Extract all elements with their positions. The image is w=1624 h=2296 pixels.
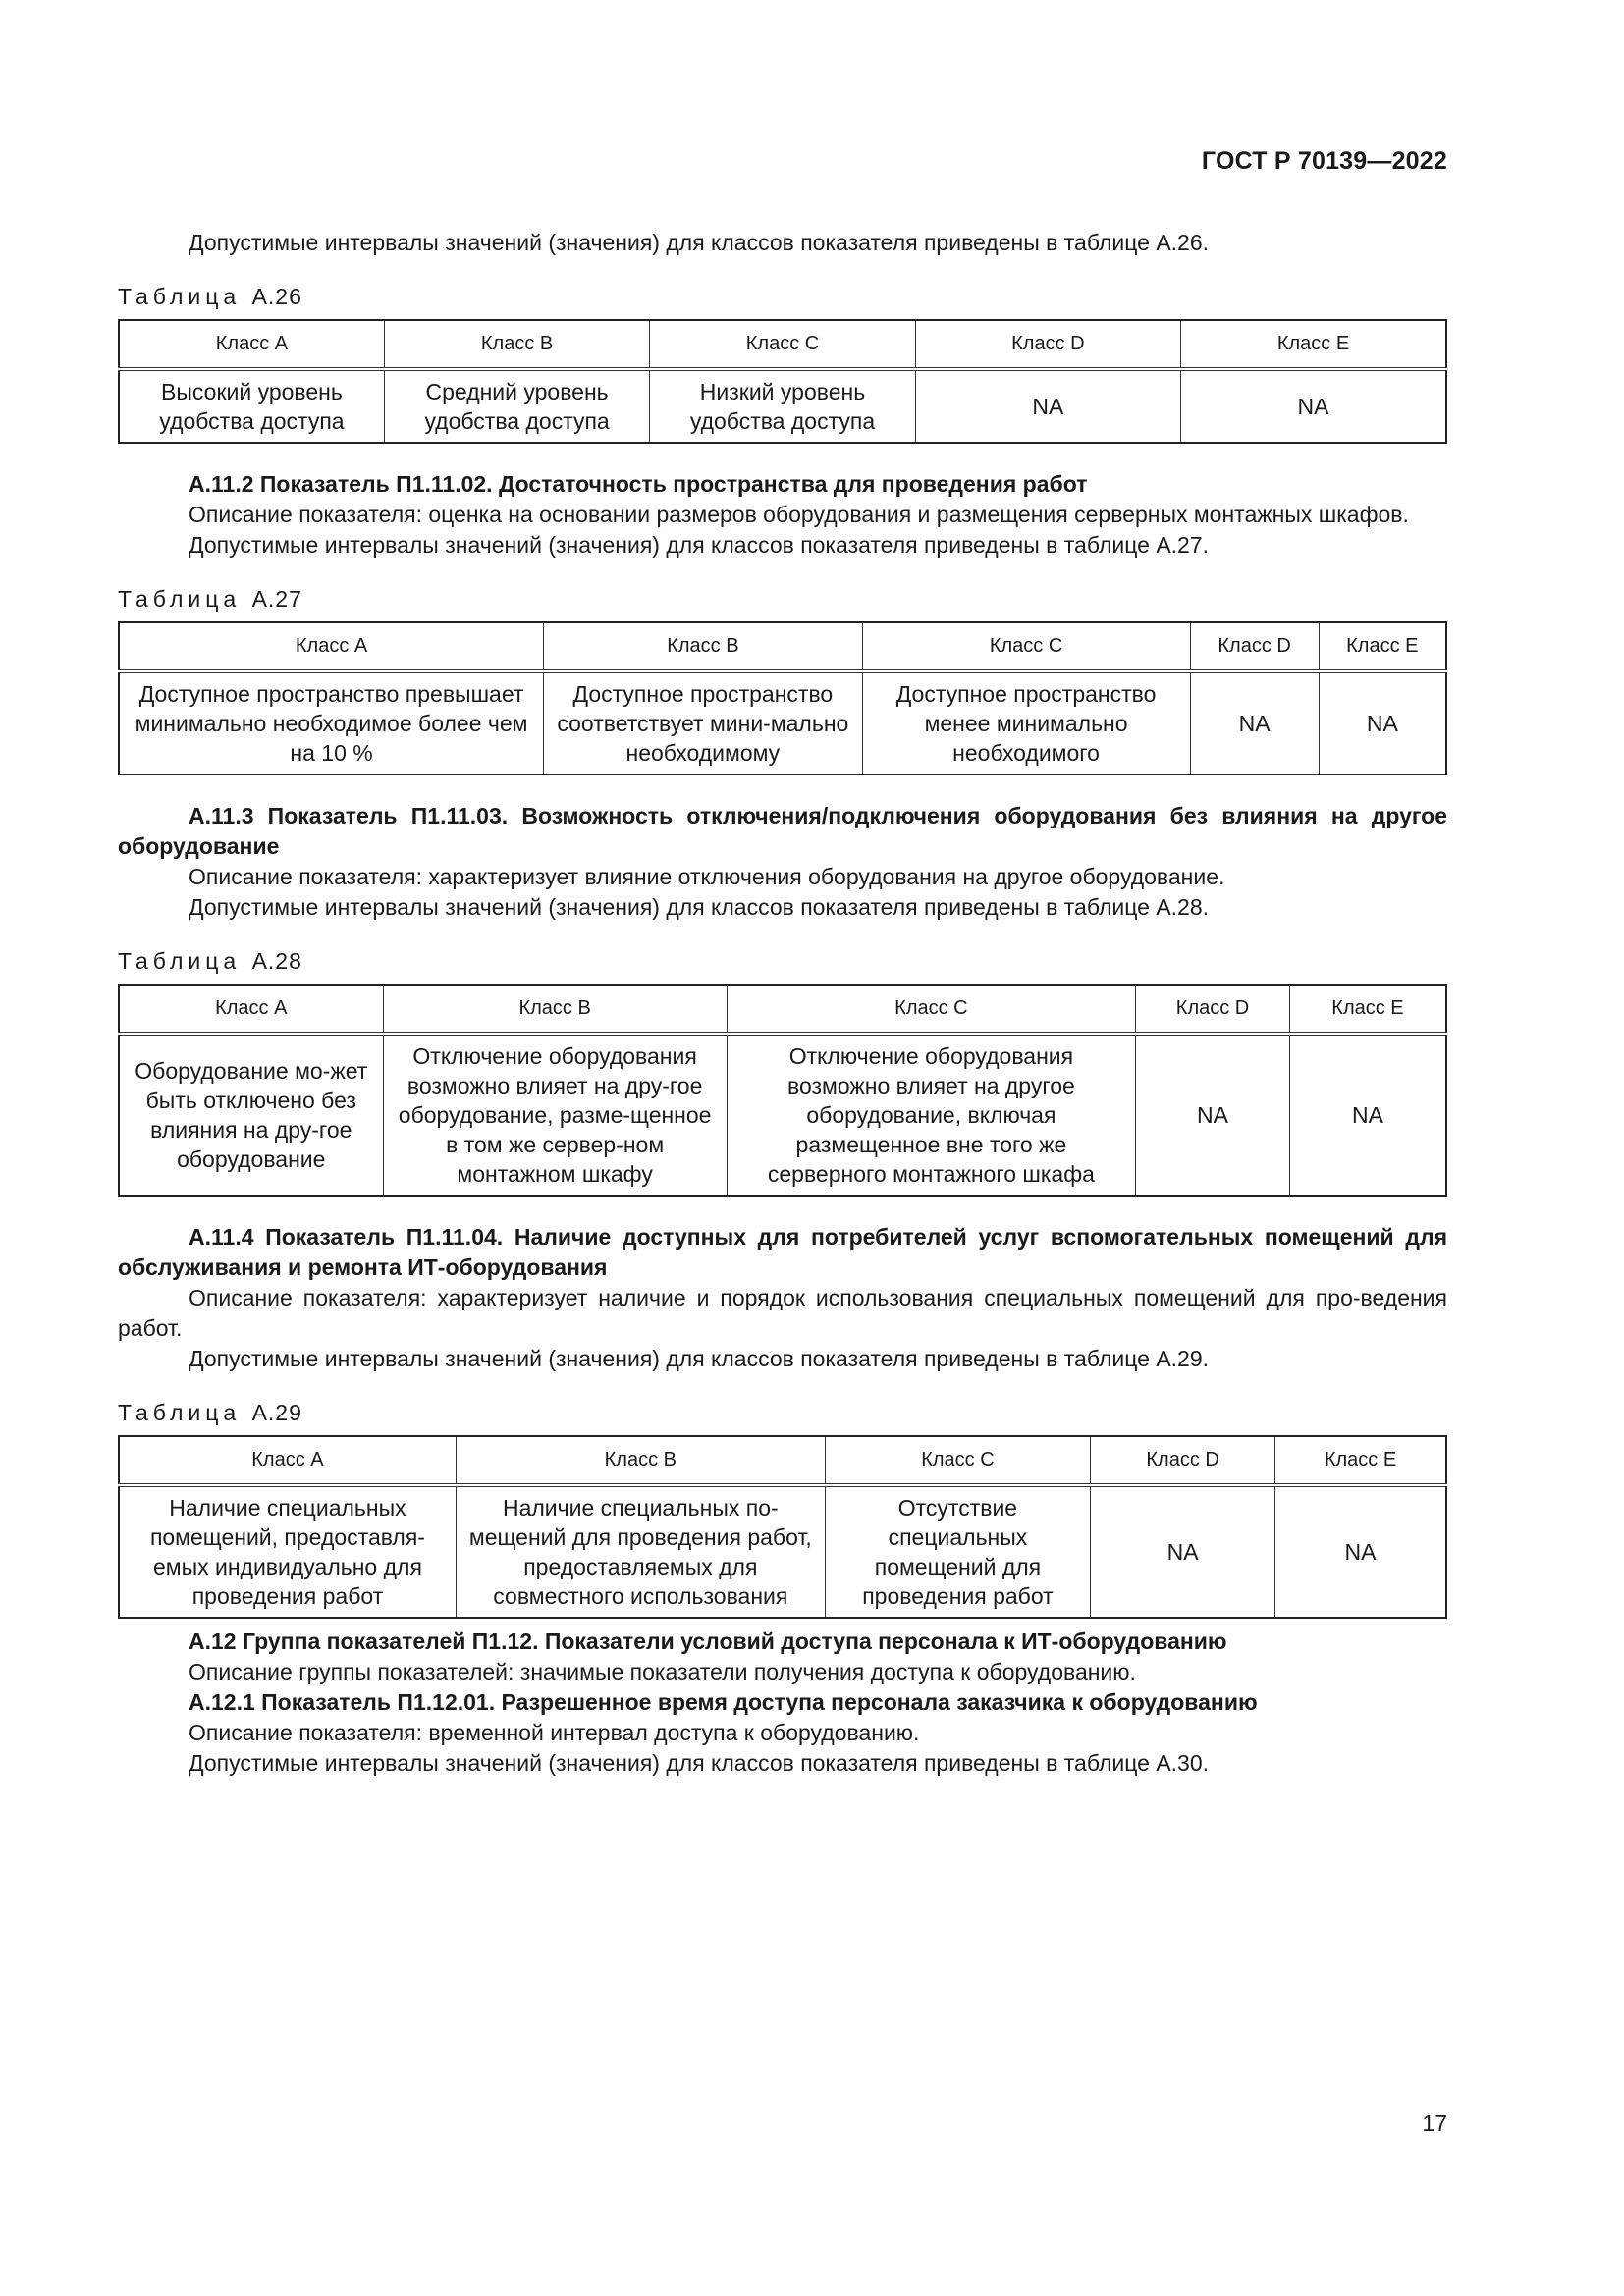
cell-class-b: Средний уровень удобства доступа [384, 369, 649, 443]
header-class-c: Класс C [650, 320, 915, 369]
cell-class-e: NA [1319, 671, 1446, 774]
table-row [119, 1485, 1446, 1618]
section-a11-3-description: Описание показателя: характеризует влияние отключения оборудования на другое оборудование. [189, 864, 1225, 889]
header-class-d: Класс D [915, 320, 1180, 369]
header-class-c: Класс C [862, 622, 1190, 671]
cell-class-a: Высокий уровень удобства доступа [119, 369, 384, 443]
header-class-c: Класс C [825, 1436, 1090, 1485]
page-number: 17 [1422, 2110, 1447, 2136]
table-29 [118, 1435, 1447, 1619]
table-28-caption [118, 946, 1447, 976]
table-header-row [119, 985, 1446, 1034]
cell-class-a: Оборудование мо-жет быть отключено без влияния на дру-гое оборудование [119, 1034, 383, 1196]
table-26-caption [118, 282, 1447, 311]
cell-class-d: NA [1190, 671, 1319, 774]
cell-class-d: NA [1091, 1485, 1275, 1618]
cell-class-b: Доступное пространство соответствует мини-мально необходимому [544, 671, 862, 774]
table-row [119, 369, 1446, 443]
header-class-c: Класс C [727, 985, 1135, 1034]
section-a12-heading: А.12 Группа показателей П1.12. Показатели условий доступа персонала к ИТ-оборудованию [189, 1629, 1227, 1654]
cell-class-c: Отключение оборудования возможно влияет на другое оборудование, включая размещенное вне того же серверного монтажного шкафа [727, 1034, 1135, 1196]
cell-class-b: Наличие специальных по-мещений для проведения работ, предоставляемых для совместного использования [456, 1485, 825, 1618]
cell-class-a: Доступное пространство превышает минимально необходимое более чем на 10 % [119, 671, 544, 774]
table-27-caption [118, 584, 1447, 614]
cell-class-c: Отсутствие специальных помещений для проведения работ [825, 1485, 1090, 1618]
header-class-a: Класс A [119, 1436, 456, 1485]
document-id-header: ГОСТ Р 70139—2022 [1201, 147, 1447, 175]
table-28 [118, 984, 1447, 1197]
caption-number: А.29 [251, 1400, 302, 1425]
table-header-row [119, 1436, 1446, 1485]
section-a12-1-description: Описание показателя: временной интервал доступа к оборудованию. [189, 1720, 920, 1745]
header-class-b: Класс B [456, 1436, 825, 1485]
cell-class-c: Доступное пространство менее минимально необходимого [862, 671, 1190, 774]
header-class-a: Класс A [119, 985, 383, 1034]
caption-word: Таблица [118, 284, 242, 309]
table-27 [118, 621, 1447, 775]
table-30-intro: Допустимые интервалы значений (значения) для классов показателя приведены в таблице А.30. [189, 1750, 1210, 1776]
table-28-intro: Допустимые интервалы значений (значения) для классов показателя приведены в таблице А.28. [189, 894, 1210, 920]
table-29-intro: Допустимые интервалы значений (значения) для классов показателя приведены в таблице А.29. [189, 1346, 1210, 1371]
caption-number: А.26 [251, 284, 302, 309]
table-27-intro: Допустимые интервалы значений (значения) для классов показателя приведены в таблице А.27. [189, 532, 1210, 558]
header-class-b: Класс B [384, 320, 649, 369]
caption-word: Таблица [118, 586, 242, 612]
header-class-b: Класс B [544, 622, 862, 671]
section-a11-4-heading: А.11.4 Показатель П1.11.04. Наличие доступных для потребителей услуг вспомогательных помещений для обслуживания и ремонта ИТ-оборудования [118, 1224, 1447, 1280]
caption-word: Таблица [118, 1400, 242, 1425]
cell-class-e: NA [1181, 369, 1446, 443]
section-a11-2-description: Описание показателя: оценка на основании размеров оборудования и размещения серверных монтажных шкафов. [189, 502, 1409, 527]
header-class-e: Класс E [1319, 622, 1446, 671]
cell-class-e: NA [1275, 1485, 1446, 1618]
table-26-intro: Допустимые интервалы значений (значения) для классов показателя приведены в таблице А.26. [189, 230, 1210, 255]
table-header-row [119, 320, 1446, 369]
section-a12-group-description: Описание группы показателей: значимые показатели получения доступа к оборудованию. [189, 1659, 1136, 1684]
cell-class-d: NA [915, 369, 1180, 443]
header-class-e: Класс E [1181, 320, 1446, 369]
cell-class-c: Низкий уровень удобства доступа [650, 369, 915, 443]
header-class-d: Класс D [1190, 622, 1319, 671]
caption-number: А.27 [251, 586, 302, 612]
cell-class-b: Отключение оборудования возможно влияет на дру-гое оборудование, разме-щенное в том же сервер-ном монтажном шкафу [383, 1034, 727, 1196]
table-29-caption [118, 1398, 1447, 1427]
cell-class-a: Наличие специальных помещений, предоставля-емых индивидуально для проведения работ [119, 1485, 456, 1618]
section-a11-3-heading: А.11.3 Показатель П1.11.03. Возможность отключения/подключения оборудования без влияния на другое оборудование [118, 803, 1447, 859]
header-class-a: Класс A [119, 320, 384, 369]
cell-class-e: NA [1289, 1034, 1446, 1196]
cell-class-d: NA [1136, 1034, 1290, 1196]
header-class-a: Класс A [119, 622, 544, 671]
caption-word: Таблица [118, 948, 242, 974]
section-a11-4-description: Описание показателя: характеризует наличие и порядок использования специальных помещений для про-ведения работ. [118, 1285, 1447, 1341]
table-26 [118, 319, 1447, 444]
header-class-e: Класс E [1275, 1436, 1446, 1485]
section-a12-1-heading: А.12.1 Показатель П1.12.01. Разрешенное время доступа персонала заказчика к оборудованию [189, 1689, 1258, 1715]
caption-number: А.28 [251, 948, 302, 974]
section-a11-2-heading: А.11.2 Показатель П1.11.02. Достаточность пространства для проведения работ [189, 471, 1088, 497]
table-row [119, 671, 1446, 774]
table-row [119, 1034, 1446, 1196]
header-class-b: Класс B [383, 985, 727, 1034]
table-header-row [119, 622, 1446, 671]
header-class-d: Класс D [1136, 985, 1290, 1034]
header-class-d: Класс D [1091, 1436, 1275, 1485]
page-content [118, 228, 1447, 1779]
header-class-e: Класс E [1289, 985, 1446, 1034]
